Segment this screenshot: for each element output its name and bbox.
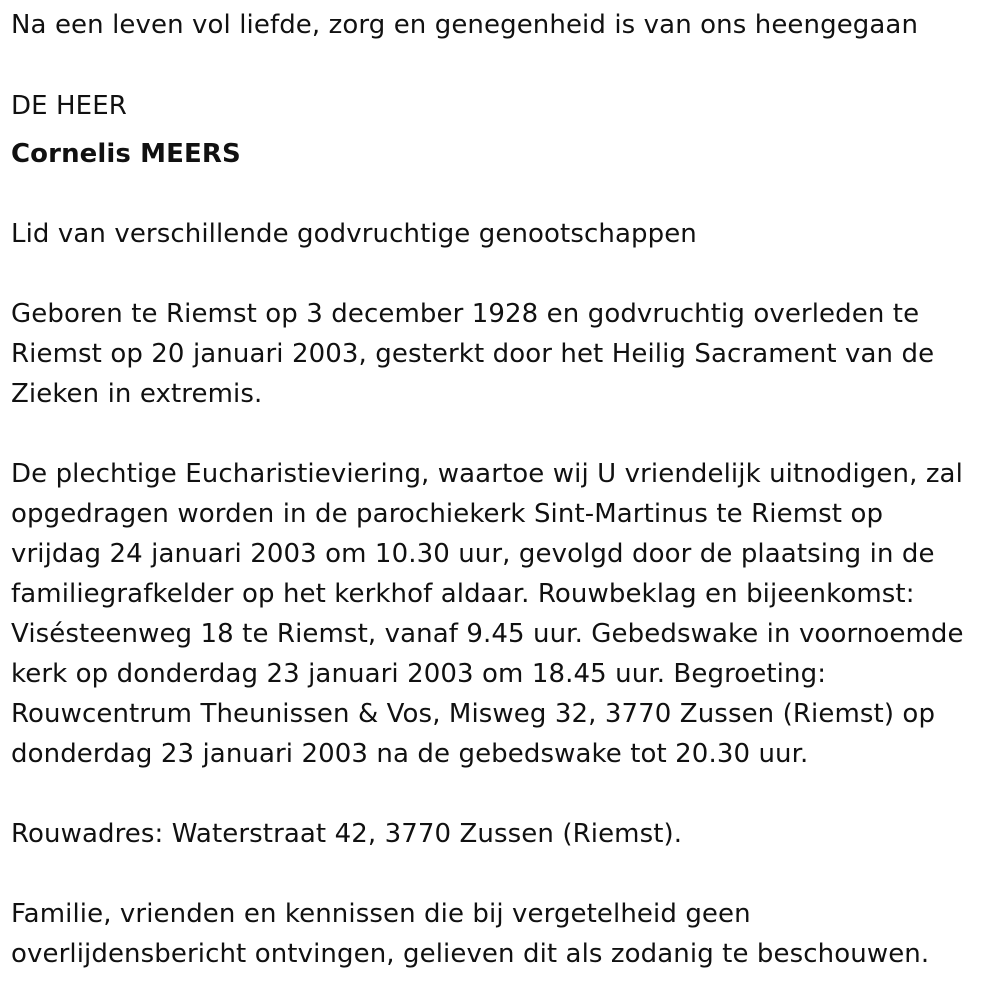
paragraph-line: Visésteenweg 18 te Riemst, vanaf 9.45 uur. Gebedswake in voornoemde xyxy=(11,619,964,649)
intro-text: Na een leven vol liefde, zorg en genegenheid is van ons heengegaan xyxy=(11,10,919,40)
paragraph-line: opgedragen worden in de parochiekerk Sint-Martinus te Riemst op xyxy=(11,499,884,529)
funeral-service-paragraph xyxy=(11,454,964,774)
paragraph-line: Familie, vrienden en kennissen die bij vergetelheid geen xyxy=(11,899,751,929)
paragraph-line: Zieken in extremis. xyxy=(11,379,263,409)
birth-death-paragraph xyxy=(11,294,934,414)
paragraph-line: donderdag 23 januari 2003 na de gebedswake tot 20.30 uur. xyxy=(11,739,809,769)
membership-text: Lid van verschillende godvruchtige genootschappen xyxy=(11,219,697,249)
paragraph-line: Geboren te Riemst op 3 december 1928 en godvruchtig overleden te xyxy=(11,299,920,329)
honorific-title: DE HEER xyxy=(11,91,127,121)
paragraph-line: familiegrafkelder op het kerkhof aldaar. Rouwbeklag en bijeenkomst: xyxy=(11,579,915,609)
paragraph-line: Rouwcentrum Theunissen & Vos, Misweg 32, 3770 Zussen (Riemst) op xyxy=(11,699,936,729)
paragraph-line: De plechtige Eucharistieviering, waartoe wij U vriendelijk uitnodigen, zal xyxy=(11,459,963,489)
deceased-name: Cornelis MEERS xyxy=(11,139,241,169)
paragraph-line: overlijdensbericht ontvingen, gelieven dit als zodanig te beschouwen. xyxy=(11,939,930,969)
paragraph-line: kerk op donderdag 23 januari 2003 om 18.45 uur. Begroeting: xyxy=(11,659,827,689)
closing-paragraph xyxy=(11,894,929,974)
paragraph-line: vrijdag 24 januari 2003 om 10.30 uur, gevolgd door de plaatsing in de xyxy=(11,539,935,569)
paragraph-line: Riemst op 20 januari 2003, gesterkt door het Heilig Sacrament van de xyxy=(11,339,935,369)
mourning-address: Rouwadres: Waterstraat 42, 3770 Zussen (Riemst). xyxy=(11,819,683,849)
